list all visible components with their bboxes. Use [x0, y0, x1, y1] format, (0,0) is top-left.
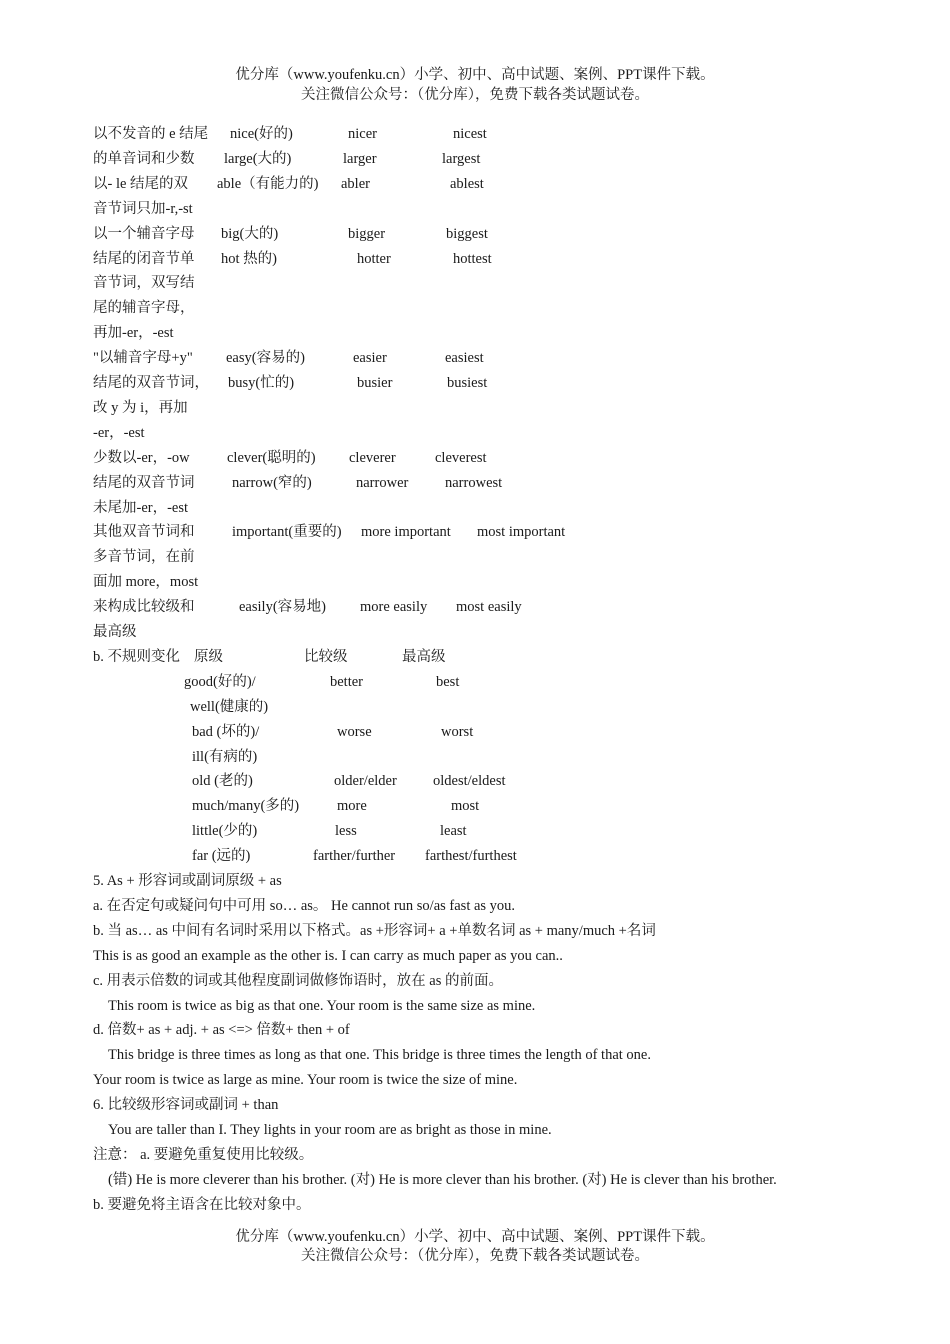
- text-line: [0, 174, 950, 199]
- comparative-form: more easily: [360, 599, 428, 616]
- category-text: 结尾的双音节词: [93, 474, 195, 491]
- category-text: 其他双音节词和: [93, 524, 195, 541]
- category-text: 来构成比较级和: [93, 599, 195, 616]
- text-line: [0, 149, 950, 174]
- line-text: 音节词，双写结: [93, 275, 195, 292]
- text-line: [0, 597, 950, 622]
- superlative-form: most: [451, 798, 480, 815]
- superlative-form: narrowest: [445, 474, 503, 491]
- category-text: 结尾的闭音节单: [93, 250, 195, 267]
- line-text: -er，-est: [93, 424, 145, 441]
- line-text: (错) He is more cleverer than his brother. (对) He is more clever than his brother. (对) He is clever than his brother.: [108, 1171, 777, 1188]
- text-line: [0, 1045, 950, 1070]
- comparative-form: farther/further: [313, 848, 396, 865]
- base-form: easy(容易的): [226, 350, 305, 367]
- base-form: important(重要的): [232, 524, 342, 541]
- text-line: [0, 298, 950, 323]
- text-line: [0, 572, 950, 597]
- comparative-form: nicer: [348, 126, 377, 142]
- line-text: This bridge is three times as long as that one. This bridge is three times the length of that one.: [108, 1047, 651, 1064]
- superlative-form: hottest: [453, 250, 492, 267]
- base-form: narrow(窄的): [232, 474, 312, 491]
- text-line: [0, 1120, 950, 1145]
- comparative-form: better: [330, 673, 364, 690]
- base-form: bad (坏的)/: [192, 723, 260, 740]
- superlative-form: biggest: [446, 225, 488, 242]
- base-form: ill(有病的): [192, 748, 258, 765]
- text-line: [0, 249, 950, 274]
- text-line: [0, 846, 950, 871]
- text-line: [0, 448, 950, 473]
- comparative-form: 比较级: [304, 648, 348, 665]
- base-form: big(大的): [221, 225, 279, 242]
- line-text: Your room is twice as large as mine. Your room is twice the size of mine.: [93, 1072, 518, 1089]
- base-form: good(好的)/: [184, 673, 256, 690]
- superlative-form: oldest/eldest: [433, 773, 506, 790]
- line-text: You are taller than I. They lights in your room are as bright as those in mine.: [108, 1122, 552, 1138]
- base-form: busy(忙的): [228, 375, 295, 391]
- line-text: 6. 比较级形容词或副词 + than: [93, 1097, 279, 1114]
- base-form: clever(聪明的): [227, 449, 316, 466]
- superlative-form: ablest: [450, 175, 484, 192]
- line-text: a. 在否定句或疑问句中可用 so… as。 He cannot run so/as fast as you.: [93, 897, 516, 914]
- text-line: [0, 1195, 950, 1220]
- text-line: [0, 498, 950, 523]
- category-text: 以一个辅音字母: [93, 225, 195, 242]
- text-line: [0, 199, 950, 224]
- base-form: large(大的): [224, 150, 292, 167]
- superlative-form: most easily: [456, 599, 522, 616]
- superlative-form: farthest/furthest: [425, 848, 517, 865]
- text-line: [0, 796, 950, 821]
- text-line: [0, 1070, 950, 1095]
- text-line: [0, 622, 950, 647]
- header-line-1: 优分库（www.youfenku.cn）小学、初中、高中试题、案例、PPT课件下载。: [235, 67, 715, 83]
- text-line: [0, 747, 950, 772]
- comparative-form: worse: [337, 723, 372, 740]
- comparative-form: less: [335, 823, 357, 840]
- line-text: This is as good an example as the other is. I can carry as much paper as you can..: [93, 947, 563, 964]
- text-line: [0, 1145, 950, 1170]
- category-text: 的单音词和少数: [93, 150, 195, 167]
- base-form: able（有能力的): [217, 175, 319, 192]
- comparative-form: easier: [353, 350, 387, 367]
- comparative-form: older/elder: [334, 773, 397, 790]
- superlative-form: most important: [477, 524, 566, 541]
- base-form: much/many(多的): [192, 798, 300, 815]
- text-line: [0, 821, 950, 846]
- line-text: 尾的辅音字母，: [93, 300, 195, 317]
- text-line: [0, 373, 950, 398]
- superlative-form: easiest: [445, 350, 484, 367]
- base-form: nice(好的): [230, 126, 293, 142]
- base-form: old (老的): [192, 773, 253, 790]
- line-text: b. 要避免将主语含在比较对象中。: [93, 1196, 311, 1213]
- line-text: This room is twice as big as that one. Your room is the same size as mine.: [108, 997, 536, 1014]
- text-line: [0, 996, 950, 1021]
- comparative-form: abler: [341, 175, 370, 192]
- line-text: 最高级: [93, 624, 137, 640]
- text-line: [0, 722, 950, 747]
- superlative-form: nicest: [453, 126, 487, 142]
- base-form: well(健康的): [190, 698, 269, 715]
- line-text: 再加-er，-est: [93, 325, 174, 342]
- text-line: [0, 1095, 950, 1120]
- category-text: 以不发音的 e 结尾: [93, 126, 209, 142]
- footer-line-1: 优分库（www.youfenku.cn）小学、初中、高中试题、案例、PPT课件下载。: [235, 1229, 715, 1245]
- text-line: [0, 124, 950, 149]
- text-line: [0, 672, 950, 697]
- text-line: [0, 423, 950, 448]
- superlative-form: best: [436, 673, 460, 690]
- text-line: [0, 871, 950, 896]
- line-text: 5. As + 形容词或副词原级 + as: [93, 873, 282, 889]
- base-form: far (远的): [192, 848, 251, 865]
- base-form: little(少的): [192, 823, 258, 840]
- text-line: [0, 921, 950, 946]
- text-line: [0, 323, 950, 348]
- line-text: 音节词只加-r,-st: [93, 200, 193, 217]
- superlative-form: least: [440, 823, 467, 840]
- text-line: [0, 771, 950, 796]
- text-line: [0, 473, 950, 498]
- category-text: 以- le 结尾的双: [93, 175, 189, 192]
- text-line: [0, 224, 950, 249]
- text-line: [0, 971, 950, 996]
- comparative-form: larger: [343, 150, 377, 167]
- text-line: [0, 697, 950, 722]
- text-line: [0, 547, 950, 572]
- line-text: b. 当 as… as 中间有名词时采用以下格式。as +形容词+ a +单数名词 as + many/much +名词: [93, 922, 656, 939]
- line-text: 注意： a. 要避免重复使用比较级。: [93, 1146, 314, 1163]
- text-line: [0, 896, 950, 921]
- comparative-form: cleverer: [349, 449, 396, 466]
- base-form: 原级: [194, 648, 223, 665]
- line-text: c. 用表示倍数的词或其他程度副词做修饰语时，放在 as 的前面。: [93, 972, 504, 989]
- line-text: d. 倍数+ as + adj. + as <=> 倍数+ then + of: [93, 1022, 350, 1039]
- superlative-form: cleverest: [435, 449, 487, 466]
- superlative-form: busiest: [447, 375, 488, 391]
- comparative-form: more: [337, 798, 367, 815]
- base-form: hot 热的): [221, 250, 277, 267]
- text-line: [0, 647, 950, 672]
- header-line-2: 关注微信公众号：（优分库），免费下载各类试题试卷。: [301, 87, 649, 103]
- text-line: [0, 1020, 950, 1045]
- superlative-form: worst: [441, 723, 474, 740]
- text-line: [0, 273, 950, 298]
- line-text: 面加 more，most: [93, 574, 199, 591]
- footer-line-2: 关注微信公众号：（优分库），免费下载各类试题试卷。: [301, 1248, 649, 1264]
- text-line: [0, 398, 950, 423]
- text-line: [0, 1170, 950, 1195]
- comparative-form: hotter: [357, 250, 391, 267]
- line-text: 改 y 为 i，再加: [93, 399, 188, 416]
- category-text: "以辅音字母+y": [93, 350, 193, 367]
- line-text: 多音节词，在前: [93, 549, 195, 566]
- line-text: 未尾加-er，-est: [93, 499, 189, 516]
- comparative-form: bigger: [348, 225, 386, 242]
- comparative-form: narrower: [356, 474, 409, 491]
- comparative-form: more important: [361, 524, 451, 541]
- text-line: [0, 522, 950, 547]
- superlative-form: largest: [442, 150, 481, 167]
- superlative-form: 最高级: [402, 648, 446, 665]
- comparative-form: busier: [357, 375, 393, 391]
- text-line: [0, 946, 950, 971]
- text-line: [0, 348, 950, 373]
- base-form: easily(容易地): [239, 599, 326, 616]
- category-text: 结尾的双音节词，: [93, 375, 209, 391]
- category-text: 少数以-er，-ow: [93, 449, 190, 466]
- category-text: b. 不规则变化: [93, 648, 180, 665]
